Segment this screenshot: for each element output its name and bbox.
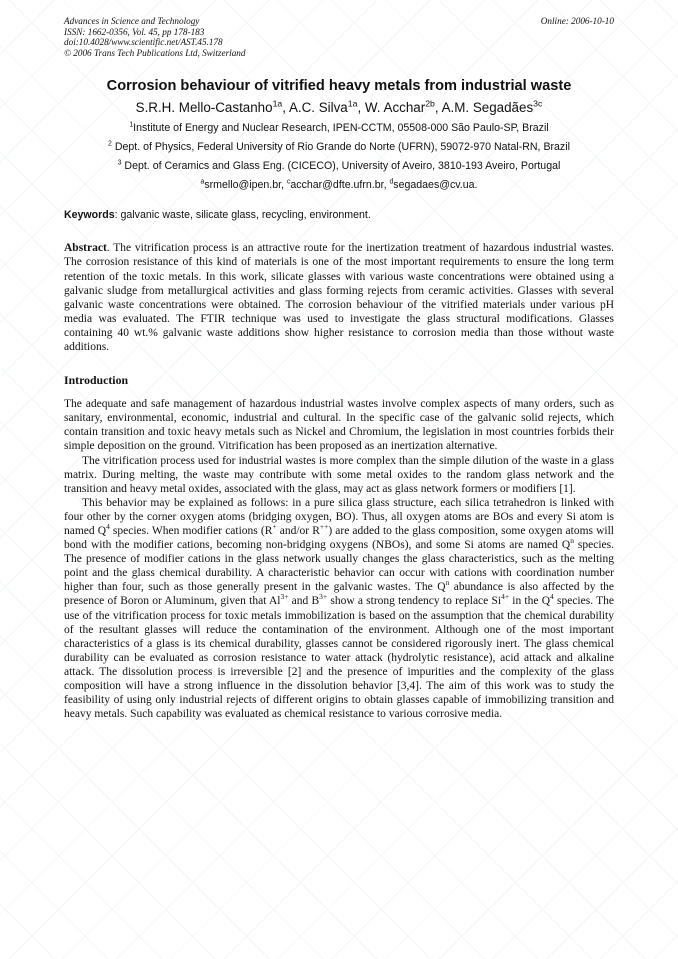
- journal-issn: ISSN: 1662-0356, Vol. 45, pp 178-183: [64, 26, 205, 37]
- text-run: show a strong tendency to replace Si: [327, 595, 502, 608]
- keywords: [64, 209, 614, 221]
- author-sup: 1a: [347, 98, 358, 109]
- abstract: [64, 241, 614, 354]
- superscript: 4+: [501, 592, 510, 602]
- text-run: ) are added to the glass composition, some oxygen atoms will bond with the modifier cations, becoming non-bridging oxygens (NBOs), and some Si atoms are named Q: [64, 524, 614, 552]
- author-name: W. Acchar: [364, 100, 426, 116]
- affiliation-text: Institute of Energy and Nuclear Research, IPEN-CCTM, 05508-000 São Paulo-SP, Brazil: [133, 122, 549, 135]
- text-run: species. The presence of modifier cations in the glass network usually changes the glass characteristics, such as the melting point and the glass chemical durability. A characteristic behavior can occur with cations with coordination number higher than four, such as those generally present in the galvanic wastes. The Q: [64, 539, 615, 594]
- paper-title: Corrosion behaviour of vitrified heavy metals from industrial waste: [106, 78, 572, 95]
- journal-doi: doi:10.4028/www.scientific.net/AST.45.178: [64, 37, 223, 48]
- journal-info: [64, 16, 245, 58]
- online-date: Online: 2006-10-10: [540, 16, 614, 26]
- email-link[interactable]: acchar@dfte.ufrn.br,: [290, 179, 390, 192]
- author-name: S.R.H. Mello-Castanho: [135, 100, 273, 116]
- email-sup: a: [200, 178, 205, 186]
- author-name: A.C. Silva: [288, 100, 348, 116]
- affiliation-sup: 2: [108, 140, 112, 148]
- introduction-body: [64, 397, 614, 721]
- affiliation-sup: 3: [117, 159, 122, 167]
- keywords-text: : galvanic waste, silicate glass, recycling, environment.: [114, 209, 371, 222]
- text-run: and/or R: [276, 524, 320, 537]
- superscript: n: [445, 578, 450, 588]
- journal-header: [64, 16, 614, 58]
- superscript: ++: [319, 522, 329, 532]
- paragraph: [64, 496, 614, 722]
- abstract-label: Abstract: [64, 242, 107, 255]
- journal-copyright: © 2006 Trans Tech Publications Ltd, Switzerland: [64, 47, 246, 58]
- superscript: +: [272, 522, 277, 532]
- email-link[interactable]: srmello@ipen.br,: [204, 179, 287, 192]
- abstract-text: . The vitrification process is an attractive route for the inertization treatment of hazardous industrial wastes. The corrosion resistance of this kind of materials is one of the most important requirements to ensure the long term retention of the toxic metals. In this work, silicate glasses with various waste concentrations were obtained using a galvanic sludge from metallurgical activities and glass forming rejects from ceramic activities. Glasses with several galvanic waste concentrations were obtained. The corrosion behaviour of the vitrified materials under various pH media was evaluated. The FTIR technique was used to investigate the glass structural modifications. Glasses containing 40 wt.% galvanic waste additions show higher resistance to corrosion media than those without waste additions.: [64, 242, 614, 354]
- author-name: A.M. Segadães: [441, 100, 534, 116]
- email-line: [64, 179, 614, 191]
- text-run: This behavior may be explained as follows: in a pure silica glass structure, each silica tetrahedron is linked with four other by the corner oxygen atoms (bridging oxygen, BO). Thus, all oxygen atoms are BOs and every Si atom is named Q: [64, 496, 614, 537]
- superscript: n: [570, 536, 574, 546]
- author-sup: 1a: [272, 98, 283, 109]
- superscript: 4: [550, 592, 554, 602]
- affiliation-sup: 1: [129, 121, 134, 129]
- author-sup: 3c: [533, 98, 543, 109]
- affiliation-2: [64, 141, 614, 153]
- author-list: S.R.H. Mello-Castanho$^{1a}$, A.C. Silva$^{1a}$, W. Acchar$^{2b}$, A.M. Segadães$^{3c}$: [135, 98, 543, 116]
- text-run: species. The use of the vitrification process for toxic metals immobilization is based on the assumption that the chemical durability of the resultant glasses will reduce the contamination of the environment. Although one of the most important characteristics of a glass is its chemical durability, glasses cannot be considered rigorously inert. The glass chemical durability can be evaluated as corrosion resistance to water attack (hydrolytic resistance), acid attack and alkaline attack. The dissolution process is irreversible [2] and the presence of impurities and the complexity of the glass composition will have a strong influence in the dissolution behavior [3,4]. The aim of this work was to study the feasibility of using only industrial rejects of different origins to obtain glasses capable of immobilizing transition and heavy metals. Such capability was evaluated as chemical resistance to various corrosive media.: [64, 595, 614, 721]
- paragraph: The adequate and safe management of hazardous industrial wastes involve complex aspects of many orders, such as sanitary, environmental, economic, industrial and cultural. In the specific case of the galvanic solid rejects, which contain transition and toxic heavy metals such as Nickel and Chromium, the legislation in most countries forbids their simple deposition on the ground. Vitrification has been proposed as an inertization alternative.: [64, 398, 614, 453]
- email-sup: d: [389, 178, 394, 186]
- text-run: and B: [288, 595, 320, 608]
- keywords-label: Keywords: [64, 209, 115, 222]
- affiliation-1: [64, 122, 614, 134]
- text-run: abundance is also affected by the presence of Boron or Aluminum, given that Al: [64, 581, 614, 608]
- superscript: 3+: [319, 592, 328, 602]
- email-link[interactable]: segadaes@cv.ua.: [393, 179, 478, 192]
- affiliation-text: Dept. of Ceramics and Glass Eng. (CICECO), University of Aveiro, 3810-193 Aveiro, Portugal: [121, 160, 561, 173]
- superscript: 4: [106, 522, 110, 532]
- text-run: species. When modifier cations (R: [109, 524, 273, 537]
- section-heading-introduction: Introduction: [64, 373, 129, 388]
- affiliation-3: [64, 160, 614, 172]
- author-sup: 2b: [425, 98, 435, 109]
- journal-name: Advances in Science and Technology: [64, 16, 200, 26]
- affiliation-text: Dept. of Physics, Federal University of Rio Grande do Norte (UFRN), 59072-970 Natal-RN, Brazil: [111, 141, 570, 154]
- superscript: 3+: [280, 592, 289, 602]
- email-sup: c: [286, 178, 291, 186]
- text-run: in the Q: [509, 595, 551, 608]
- paragraph: The vitrification process used for industrial wastes is more complex than the simple dilution of the waste in a glass matrix. During melting, the waste may contribute with some metal oxides to the random glass network and the transition and heavy metal oxides, associated with the glass, may act as glass network formers or modifiers [1].: [64, 454, 614, 495]
- page: [64, 16, 614, 721]
